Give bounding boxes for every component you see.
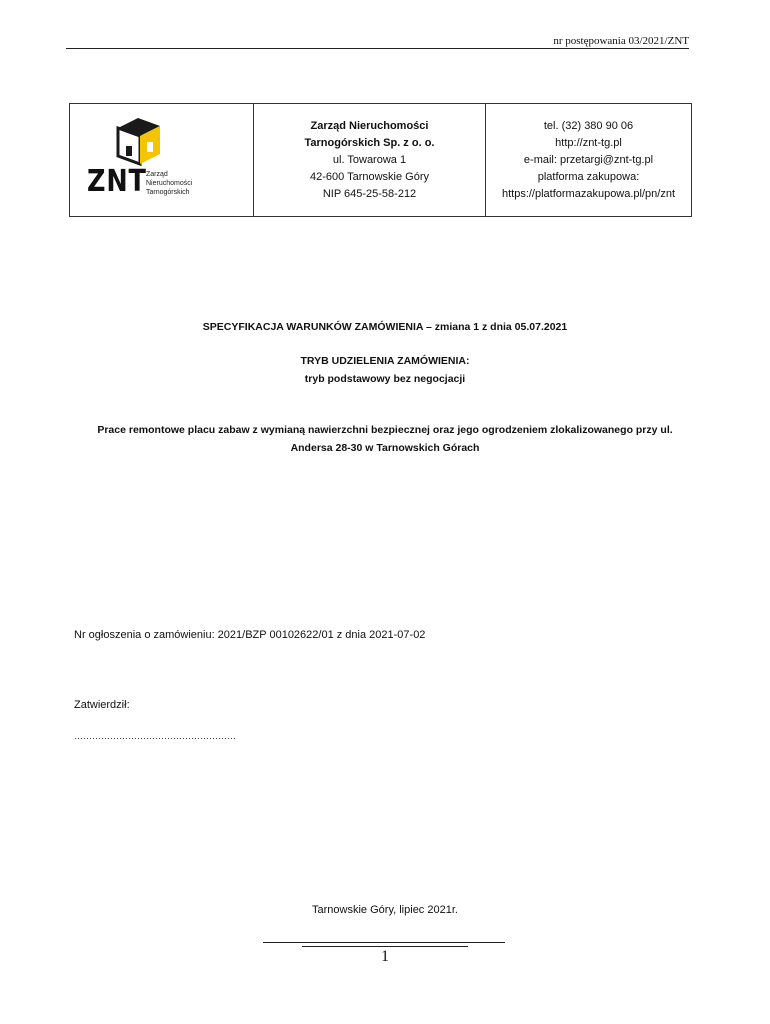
contact-email: e-mail: przetargi@znt-tg.pl: [523, 153, 654, 166]
footer-divider: [263, 942, 505, 943]
order-subject: Prace remontowe placu zabaw z wymianą nawierzchni bezpiecznej oraz jego ogrodzeniem zlokalizowanego przy ul. Andersa 28-30 w Tarnowskich Górach: [97, 424, 673, 454]
company-name-line: Tarnogórskich Sp. z o. o.: [304, 136, 435, 149]
contact-platform-label: platforma zakupowa:: [537, 170, 640, 183]
company-city: 42-600 Tarnowskie Góry: [309, 170, 430, 183]
company-nip: NIP 645-25-58-212: [322, 187, 417, 200]
logo-wordmark: ZNT: [87, 164, 147, 199]
logo-cell: [70, 104, 254, 216]
announcement-number: Nr ogłoszenia o zamówieniu: 2021/BZP 00102622/01 z dnia 2021-07-02: [74, 629, 426, 641]
page-number: 1: [381, 948, 389, 965]
approved-label: Zatwierdził:: [74, 699, 130, 711]
document-reference: nr postępowania 03/2021/ZNT: [66, 35, 689, 49]
header-info-table: [69, 103, 692, 217]
signature-line: ………………………………………………: [74, 731, 236, 741]
logo-subtitle: Zarząd Nieruchomości Tarnogórskich: [146, 171, 193, 196]
procedure-mode: TRYB UDZIELENIA ZAMÓWIENIA: tryb podstawowy bez negocjacji: [300, 355, 470, 385]
footer-divider: [302, 946, 468, 947]
document-title: SPECYFIKACJA WARUNKÓW ZAMÓWIENIA – zmiana 1 z dnia 05.07.2021: [202, 321, 568, 333]
company-street: ul. Towarowa 1: [332, 153, 407, 166]
contact-website: http://znt-tg.pl: [555, 136, 622, 149]
contact-platform-url: https://platformazakupowa.pl/pn/znt: [501, 187, 676, 200]
company-cell: [254, 104, 486, 216]
place-and-date: Tarnowskie Góry, lipiec 2021r.: [312, 904, 458, 916]
contact-cell: [486, 104, 691, 216]
znt-logo-icon: [114, 116, 170, 166]
company-name-line: Zarząd Nieruchomości: [310, 119, 429, 132]
contact-phone: tel. (32) 380 90 06: [543, 119, 634, 132]
